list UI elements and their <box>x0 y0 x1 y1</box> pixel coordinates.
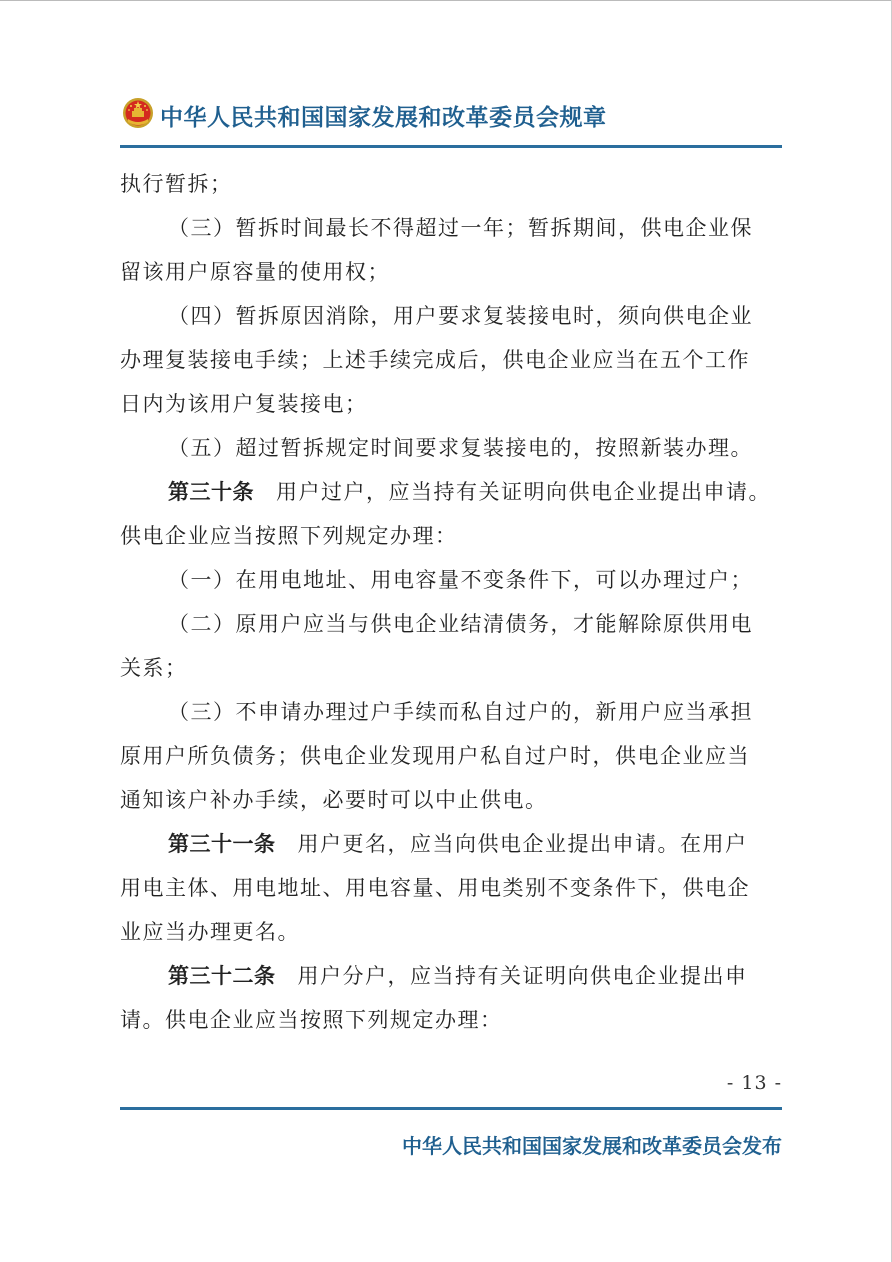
text-line: （四）暂拆原因消除，用户要求复装接电时，须向供电企业 <box>168 304 753 328</box>
footer-publisher: 中华人民共和国国家发展和改革委员会发布 <box>402 1134 782 1158</box>
document-body <box>120 162 788 1042</box>
text-line: 供电企业应当按照下列规定办理： <box>120 524 458 548</box>
national-emblem-icon <box>122 97 154 129</box>
article-31-heading-line <box>120 822 788 866</box>
text-line: （三）不申请办理过户手续而私自过户的，新用户应当承担 <box>168 700 753 724</box>
text-line: 留该用户原容量的使用权； <box>120 260 390 284</box>
text-line: 日内为该用户复装接电； <box>120 392 368 416</box>
header-title: 中华人民共和国国家发展和改革委员会规章 <box>160 105 607 131</box>
document-header <box>120 96 782 134</box>
text-line: 关系； <box>120 656 188 680</box>
article-number: 第三十一条 <box>168 832 276 856</box>
article-text: 用户分户，应当持有关证明向供电企业提出申 <box>297 964 748 988</box>
text-line: 业应当办理更名。 <box>120 920 300 944</box>
text-line: （一）在用电地址、用电容量不变条件下，可以办理过户； <box>168 568 753 592</box>
text-line: 请。供电企业应当按照下列规定办理： <box>120 1008 503 1032</box>
text-line: 执行暂拆； <box>120 172 233 196</box>
text-line: 办理复装接电手续；上述手续完成后，供电企业应当在五个工作 <box>120 348 750 372</box>
article-text: 用户过户，应当持有关证明向供电企业提出申请。 <box>276 480 771 504</box>
article-text: 用户更名，应当向供电企业提出申请。在用户 <box>297 832 748 856</box>
footer-divider <box>120 1107 782 1110</box>
article-30-heading-line <box>120 470 788 514</box>
text-line: （二）原用户应当与供电企业结清债务，才能解除原供用电 <box>168 612 753 636</box>
text-line: （五）超过暂拆规定时间要求复装接电的，按照新装办理。 <box>168 436 753 460</box>
header-divider <box>120 145 782 148</box>
article-number: 第三十二条 <box>168 964 276 988</box>
text-line: （三）暂拆时间最长不得超过一年；暂拆期间，供电企业保 <box>168 216 753 240</box>
text-line: 原用户所负债务；供电企业发现用户私自过户时，供电企业应当 <box>120 744 750 768</box>
text-line: 用电主体、用电地址、用电容量、用电类别不变条件下，供电企 <box>120 876 750 900</box>
article-number: 第三十条 <box>168 480 254 504</box>
text-line: 通知该户补办手续，必要时可以中止供电。 <box>120 788 548 812</box>
article-32-heading-line <box>120 954 788 998</box>
page-number: - 13 - <box>726 1072 782 1094</box>
page-top-edge <box>0 0 892 1</box>
